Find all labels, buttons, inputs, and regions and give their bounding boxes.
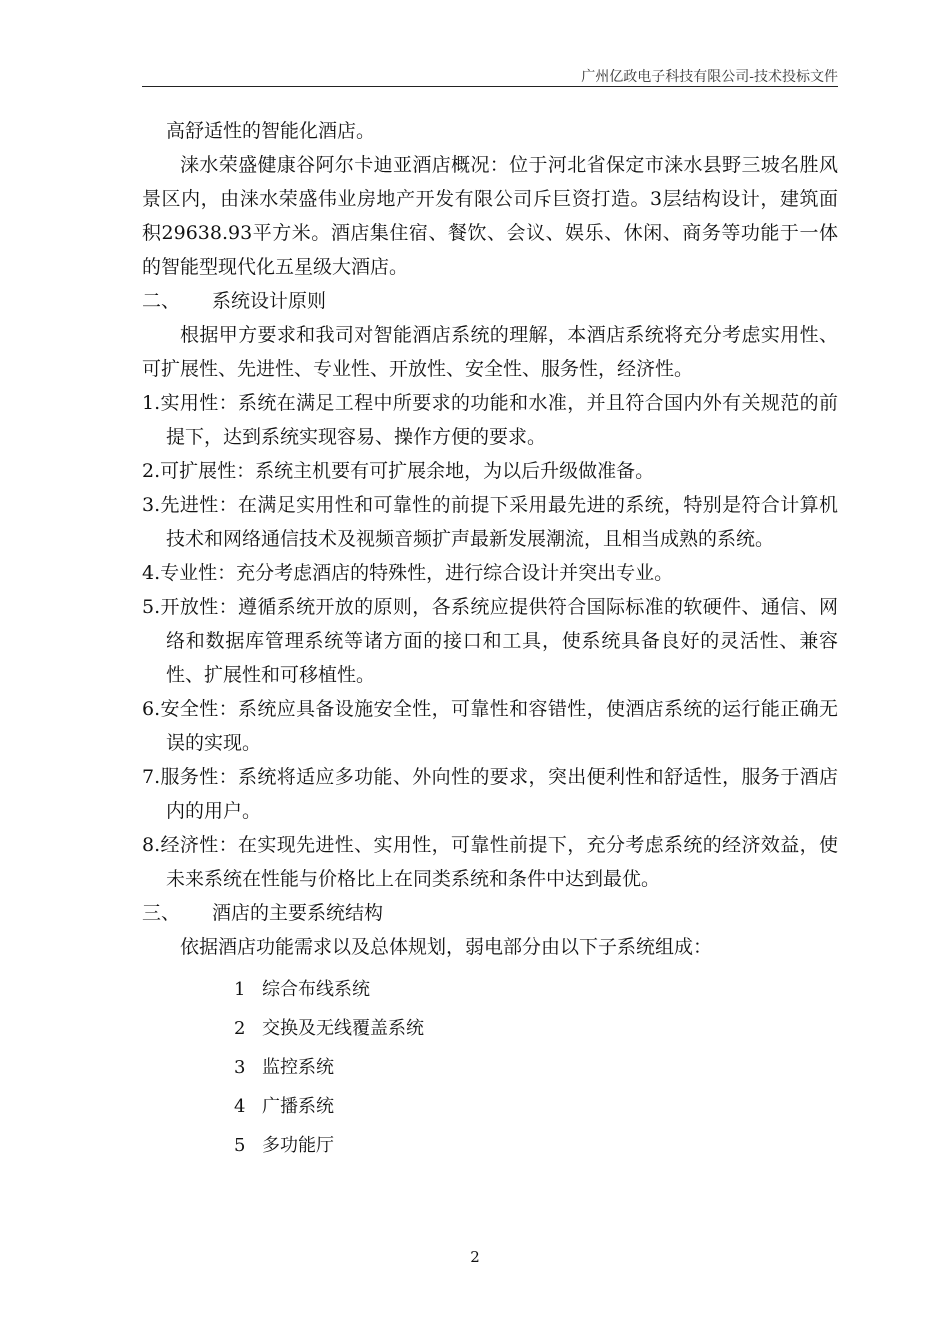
section-heading-system-structure: [142, 896, 838, 930]
intro-line: 高舒适性的智能化酒店。: [166, 120, 376, 142]
principle-item: 2.可扩展性：系统主机要有可扩展余地，为以后升级做准备。: [142, 460, 655, 482]
subsystem-number: 4: [234, 1096, 246, 1117]
principle-item: 4.专业性：充分考虑酒店的特殊性，进行综合设计并突出专业。: [142, 562, 674, 584]
systems-intro-paragraph: 依据酒店功能需求以及总体规划，弱电部分由以下子系统组成：: [180, 936, 713, 958]
subsystem-item: [142, 1126, 838, 1165]
principle-item: 8.经济性：在实现先进性、实用性，可靠性前提下，充分考虑系统的经济效益，使未来系统在性能与价格比上在同类系统和条件中达到最优。: [142, 834, 838, 890]
subsystem-number: 2: [234, 1018, 246, 1039]
subsystem-item: [142, 1087, 838, 1126]
subsystem-number: 3: [234, 1057, 246, 1078]
principle-item: 7.服务性：系统将适应多功能、外向性的要求，突出便利性和舒适性，服务于酒店内的用户。: [142, 766, 838, 822]
subsystem-name: 综合布线系统: [262, 979, 370, 1000]
subsystem-number: 5: [234, 1135, 246, 1156]
subsystem-item: [142, 1048, 838, 1087]
principle-item: 5.开放性：遵循系统开放的原则，各系统应提供符合国际标准的软硬件、通信、网络和数据库管理系统等诸方面的接口和工具，使系统具备良好的灵活性、兼容性、扩展性和可移植性。: [142, 596, 838, 686]
subsystem-item: [142, 970, 838, 1009]
subsystem-list: [142, 970, 838, 1165]
subsystem-name: 交换及无线覆盖系统: [262, 1018, 424, 1039]
section-title: 酒店的主要系统结构: [212, 902, 384, 924]
section-number: 二、: [142, 290, 181, 312]
section-heading-design-principles: [142, 284, 838, 318]
section-number: 三、: [142, 902, 181, 924]
page-number: 2: [470, 1248, 480, 1266]
principle-item: 1.实用性：系统在满足工程中所要求的功能和水准，并且符合国内外有关规范的前提下，达到系统实现容易、操作方便的要求。: [142, 392, 838, 448]
subsystem-item: [142, 1009, 838, 1048]
page-header: 广州亿政电子科技有限公司-技术投标文件: [581, 69, 838, 85]
document-body: [142, 114, 838, 1165]
section-title: 系统设计原则: [212, 290, 327, 312]
hotel-overview-paragraph: 涞水荣盛健康谷阿尔卡迪亚酒店概况：位于河北省保定市涞水县野三坡名胜风景区内，由涞水荣盛伟业房地产开发有限公司斥巨资打造。3层结构设计，建筑面积29638.93平方米。酒店集住宿、餐饮、会议、娱乐、休闲、商务等功能于一体的智能型现代化五星级大酒店。: [142, 154, 838, 278]
subsystem-name: 多功能厅: [262, 1135, 334, 1156]
subsystem-number: 1: [234, 979, 246, 1000]
principle-item: 6.安全性：系统应具备设施安全性，可靠性和容错性，使酒店系统的运行能正确无误的实现。: [142, 698, 838, 754]
header-divider: [142, 86, 838, 87]
subsystem-name: 监控系统: [262, 1057, 334, 1078]
principle-item: 3.先进性：在满足实用性和可靠性的前提下采用最先进的系统，特别是符合计算机技术和网络通信技术及视频音频扩声最新发展潮流，且相当成熟的系统。: [142, 494, 838, 550]
subsystem-name: 广播系统: [262, 1096, 334, 1117]
principles-intro-paragraph: 根据甲方要求和我司对智能酒店系统的理解，本酒店系统将充分考虑实用性、可扩展性、先进性、专业性、开放性、安全性、服务性，经济性。: [142, 324, 838, 380]
